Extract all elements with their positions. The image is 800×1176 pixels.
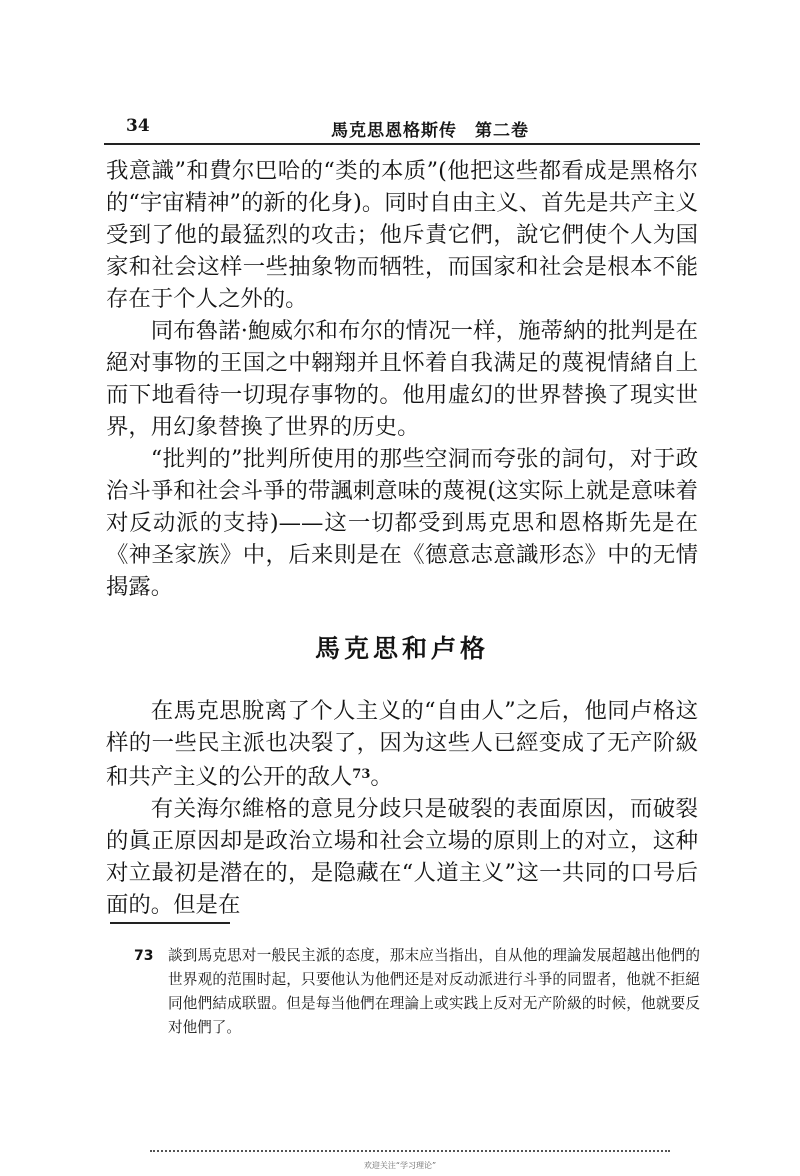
paragraph-3: “批判的”批判所使用的那些空洞而夸张的詞句，对于政治斗爭和社会斗爭的带諷刺意味的蔑視(这实际上就是意味着对反动派的支持)——这一切都受到馬克思和恩格斯先是在《神圣家族》中，后来則是在《德意志意識形态》中的无情揭露。 [106, 446, 698, 600]
paragraph-5: 有关海尔維格的意見分歧只是破裂的表面原因，而破裂的眞正原因却是政治立場和社会立場的原則上的对立，这种对立最初是潜在的，是隐藏在“人道主义”这一共同的口号后面的。但是在 [106, 796, 698, 918]
paragraph-1: 我意識”和費尔巴哈的“类的本质”(他把这些都看成是黑格尔的“宇宙精神”的新的化身)。同时自由主义、首先是共产主义受到了他的最猛烈的攻击；他斥責它們，說它們使个人为国家和社会这样一些抽象物而牺牲，而国家和社会是根本不能存在于个人之外的。 [106, 158, 698, 312]
footnote-number: 73 [134, 948, 154, 964]
paragraph-2: 同布魯諾·鮑威尔和布尔的情况一样，施蒂納的批判是在絕对事物的王国之中翱翔并且怀着自我满足的蔑視情緒自上而下地看待一切現存事物的。他用虛幻的世界替換了現实世界，用幻象替換了世界的历史。 [106, 318, 698, 440]
section-title: 馬克思和卢格 [314, 634, 489, 663]
body-text [106, 155, 698, 921]
header-rule [104, 143, 700, 145]
page-header [126, 112, 696, 140]
running-title: 馬克思恩格斯传 第二卷 [331, 121, 529, 141]
footnote-rule [110, 922, 230, 924]
footnote-text: 談到馬克思对一般民主派的态度，那末应当指出，自从他的理論发展超越出他們的世界观的范围时起，只要他认为他們还是对反动派进行斗爭的同盟者，他就不拒絕同他們結成联盟。但是每当他們在理論上或实践上反对无产阶級的时候，他就要反对他們了。 [168, 947, 700, 1036]
scan-edge-line [150, 1150, 670, 1152]
footnote [134, 944, 700, 1040]
bottom-watermark-note: 欢迎关注“学习理论” [363, 1161, 437, 1170]
page-number: 34 [126, 116, 150, 136]
footnote-reference: 73 [352, 767, 371, 782]
paragraph-4-end: 。 [370, 764, 393, 790]
paragraph-4 [106, 695, 698, 793]
paragraph-4-text: 在馬克思脫离了个人主义的“自由人”之后，他同卢格这样的一些民主派也决裂了，因为这些人已經变成了无产阶級和共产主义的公开的敌人 [106, 698, 698, 790]
